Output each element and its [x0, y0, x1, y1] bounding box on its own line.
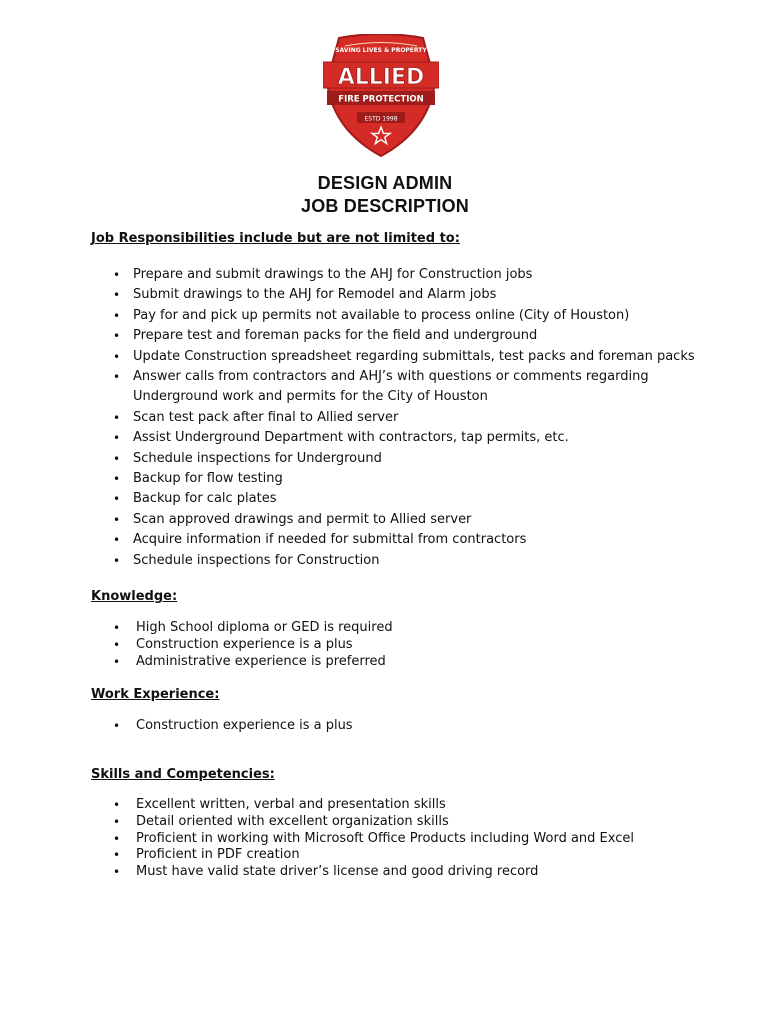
- list-item: • Scan approved drawings and permit to Allied server: [113, 510, 723, 530]
- list-item: • High School diploma or GED is required: [113, 620, 723, 637]
- list-item: • Construction experience is a plus: [113, 718, 723, 735]
- list-item: • Schedule inspections for Construction: [113, 551, 723, 571]
- responsibilities-list: [113, 265, 723, 571]
- list-item: • Must have valid state driver’s license and good driving record: [113, 864, 723, 881]
- list-item: • Backup for calc plates: [113, 489, 723, 509]
- allied-fire-protection-logo: [323, 34, 439, 160]
- logo-top-text: SAVING LIVES & PROPERTY: [335, 47, 427, 54]
- list-item: • Pay for and pick up permits not available to process online (City of Houston): [113, 306, 723, 326]
- knowledge-heading: Knowledge:: [91, 589, 178, 604]
- list-item: • Update Construction spreadsheet regarding submittals, test packs and foreman packs: [113, 347, 723, 367]
- responsibilities-heading: Job Responsibilities include but are not limited to:: [91, 231, 460, 246]
- logo-tagline: FIRE PROTECTION: [338, 94, 424, 105]
- work-experience-list: [113, 718, 723, 735]
- list-item: • Administrative experience is preferred: [113, 654, 723, 671]
- list-item: • Proficient in PDF creation: [113, 847, 723, 864]
- list-item: • Construction experience is a plus: [113, 637, 723, 654]
- list-item: • Submit drawings to the AHJ for Remodel and Alarm jobs: [113, 285, 723, 305]
- list-item: • Excellent written, verbal and presentation skills: [113, 797, 723, 814]
- list-item: • Detail oriented with excellent organization skills: [113, 814, 723, 831]
- list-item: • Assist Underground Department with contractors, tap permits, etc.: [113, 428, 723, 448]
- list-item: • Acquire information if needed for submittal from contractors: [113, 530, 723, 550]
- list-item: • Prepare and submit drawings to the AHJ for Construction jobs: [113, 265, 723, 285]
- list-item: • Prepare test and foreman packs for the field and underground: [113, 326, 723, 346]
- list-item: • Scan test pack after final to Allied server: [113, 408, 723, 428]
- list-item: • Backup for flow testing: [113, 469, 723, 489]
- skills-heading: Skills and Competencies:: [91, 767, 275, 782]
- skills-list: [113, 797, 723, 881]
- logo-established: ESTD 1998: [364, 115, 398, 123]
- list-item: • Schedule inspections for Underground: [113, 449, 723, 469]
- page-title-line2: JOB DESCRIPTION: [300, 196, 470, 216]
- page-title-line1: DESIGN ADMIN: [317, 173, 453, 193]
- logo-brand: ALLIED: [337, 65, 425, 90]
- list-item: • Answer calls from contractors and AHJ’s with questions or comments regarding Underground work and permits for the City of Houston: [113, 367, 663, 408]
- knowledge-list: [113, 620, 723, 670]
- list-item: • Proficient in working with Microsoft Office Products including Word and Excel: [113, 831, 723, 848]
- work-experience-heading: Work Experience:: [91, 687, 220, 702]
